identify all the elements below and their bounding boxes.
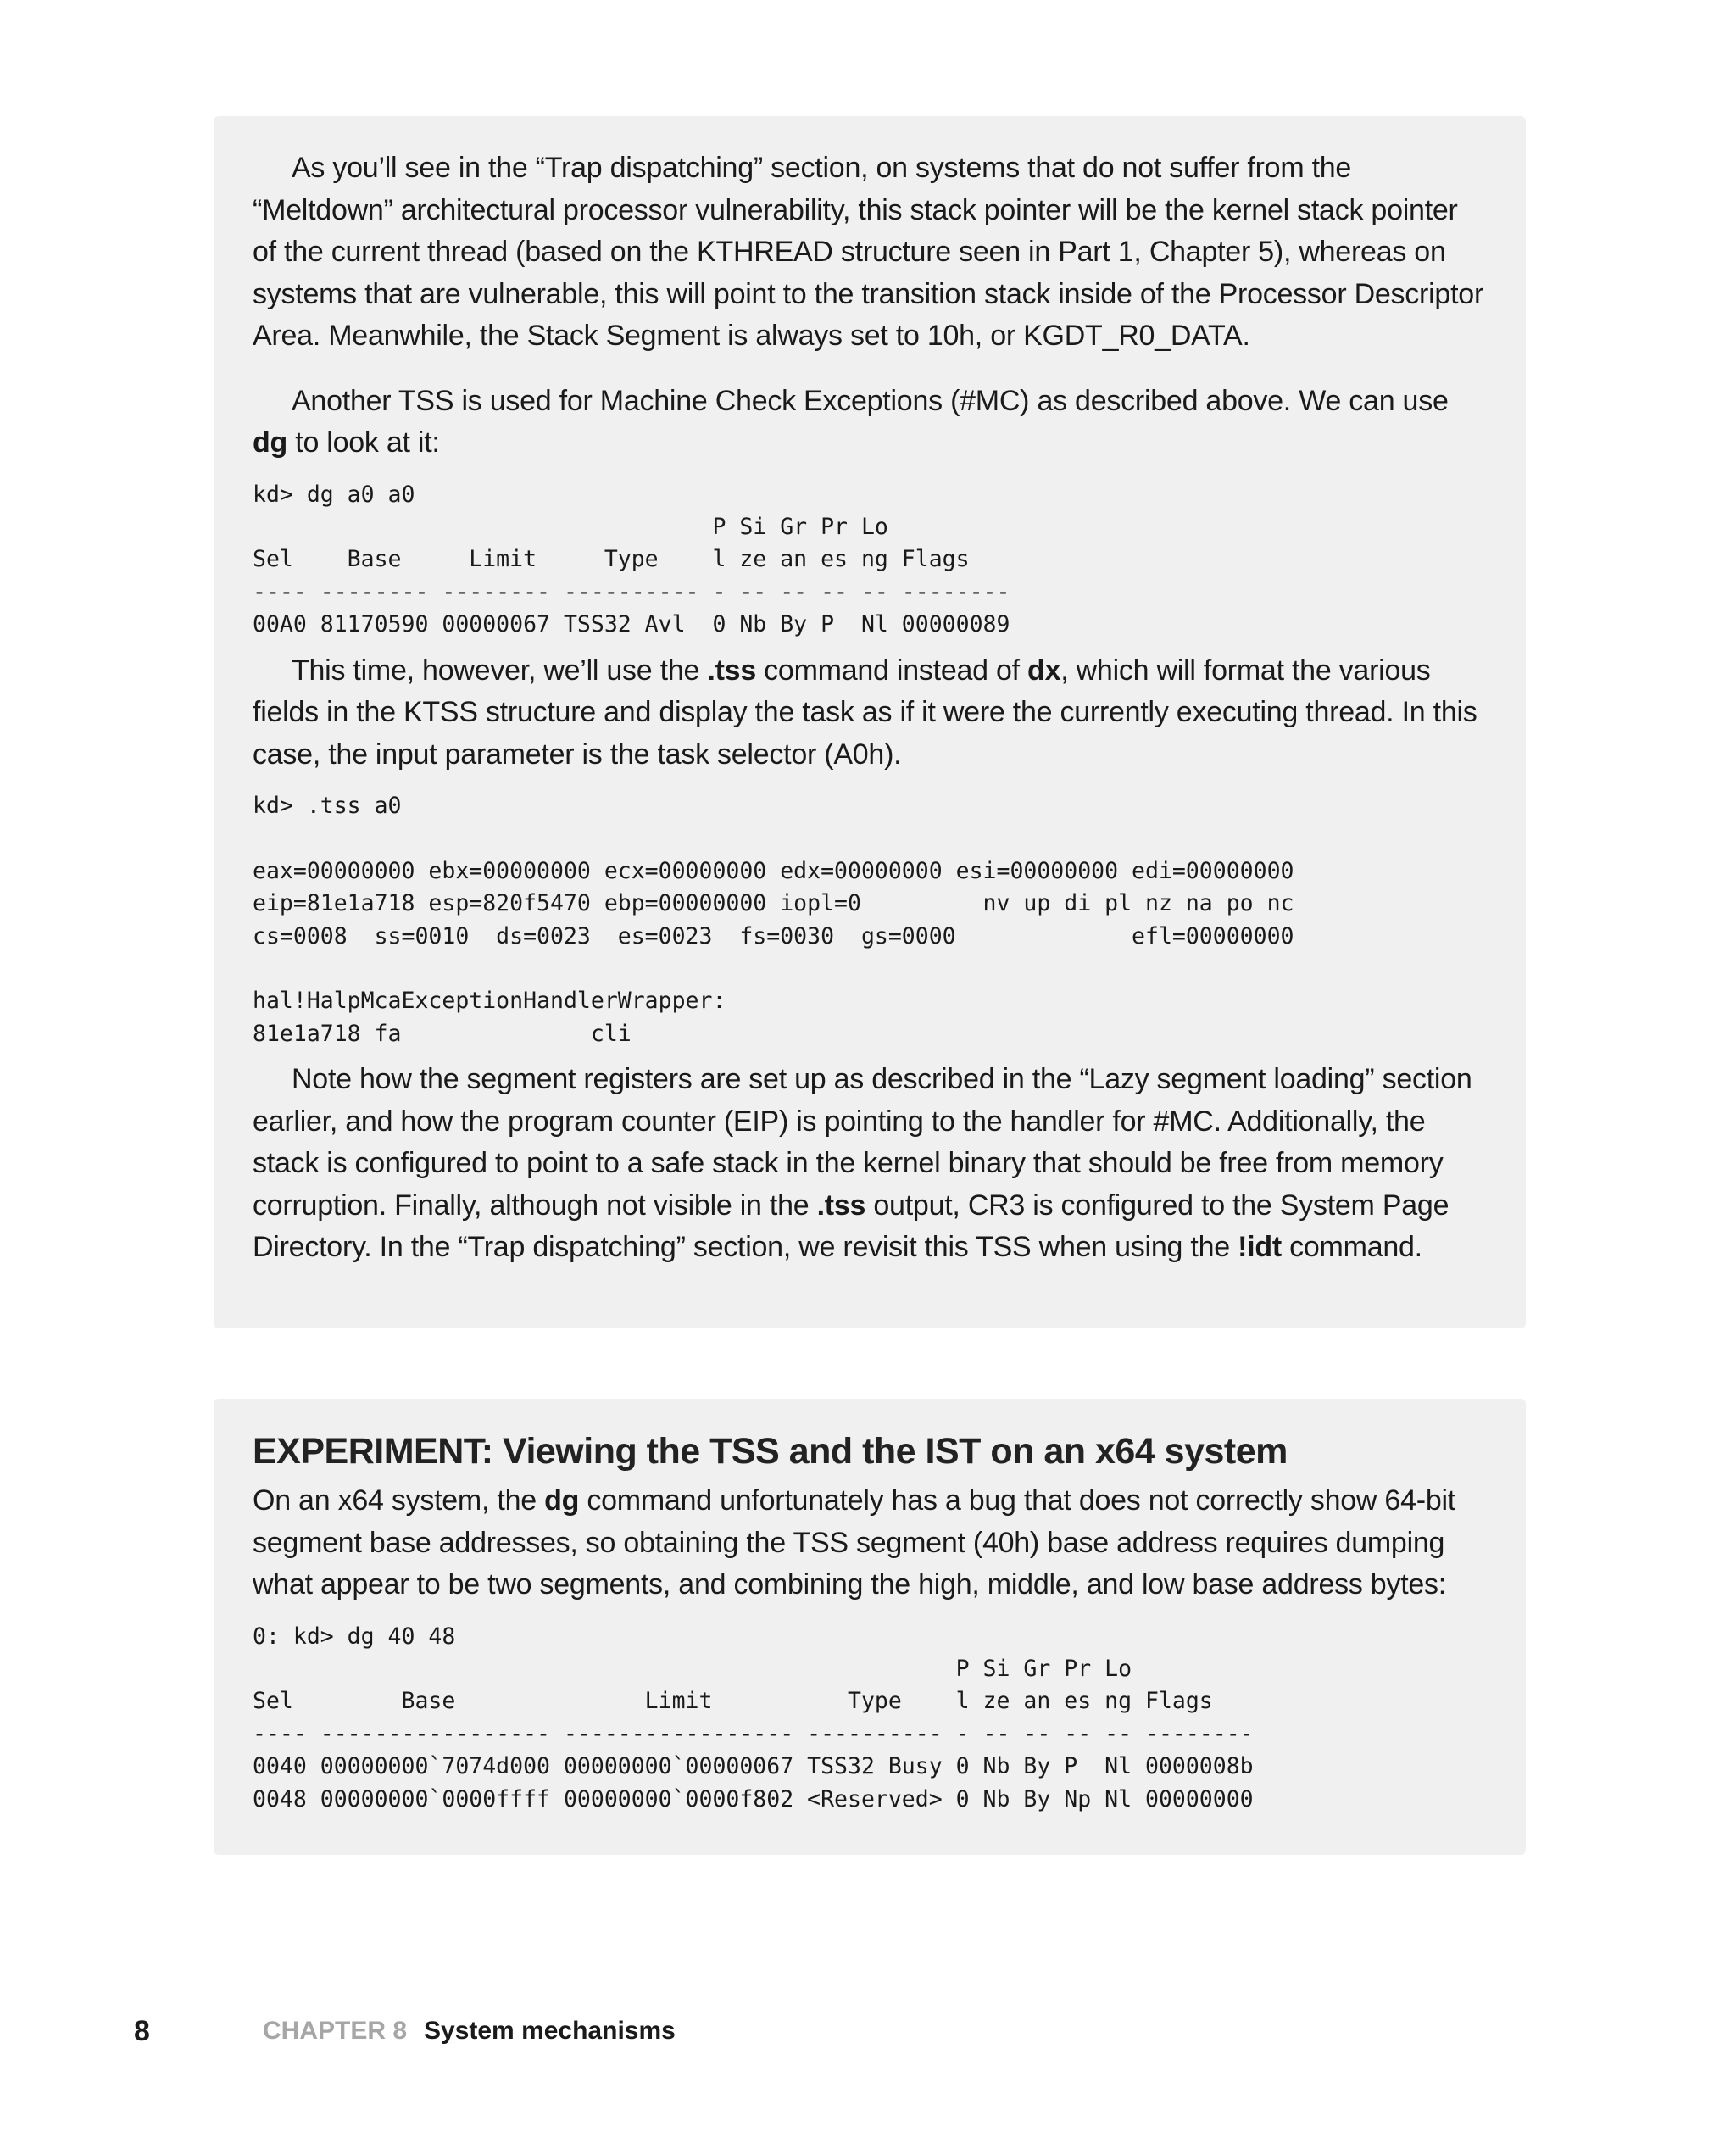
command-dx: dx [1027, 654, 1061, 687]
command-tss: .tss [816, 1189, 866, 1222]
paragraph-segment-registers [253, 1059, 1487, 1269]
text-segment: Note how the segment registers are set up as described in the “Lazy segment loading” section earlier, and how the program counter (EIP) is pointing to the handler for #MC. Additionally, the stack is configured to point to a safe stack in the kernel binary that should be free from memory corruption. Finally, although not visible in the [253, 1063, 1472, 1222]
code-dg-a0: kd> dg a0 a0 P Si Gr Pr Lo Sel Base Limit Type l ze an es ng Flags ---- -------- -------- ---------- - -- -- -- -- -------- 00A0 81170590 00000067 TSS32 Avl 0 Nb By P Nl 00000089 [253, 481, 1010, 638]
text-segment: output, CR3 is configured to the System Page Directory. In the “Trap dispatching” section, we revisit this TSS when using the [253, 1189, 1449, 1264]
text-segment: to look at it: [287, 426, 440, 459]
command-tss: .tss [707, 654, 756, 687]
code-tss-a0: kd> .tss a0 eax=00000000 ebx=00000000 ecx=00000000 edx=00000000 esi=00000000 edi=00000000 eip=81e1a718 esp=820f5470 ebp=00000000 iopl=0 nv up di pl nz na po nc cs=0008 ss=0010 ds=0023 es=0023 fs=0030 gs=0000 efl=00000000 hal!HalpMcaExceptionHandlerWrapper: 81e1a718 fa cli [253, 793, 1294, 1047]
paragraph-x64-dg-bug [253, 1480, 1487, 1606]
page-number: 8 [134, 2015, 150, 2047]
experiment-title: EXPERIMENT: Viewing the TSS and the IST on an x64 system [253, 1431, 1288, 1472]
text-segment: command. [1281, 1231, 1422, 1264]
page-footer [0, 2011, 1736, 2053]
note-box-tss-x86 [214, 116, 1526, 1328]
text-segment: command unfortunately has a bug that does not correctly show 64-bit segment base addresses, so obtaining the TSS segment (40h) base address requires dumping what appear to be two segments, and combining the high, middle, and low base address bytes: [253, 1484, 1455, 1601]
text-segment: On an x64 system, the [253, 1484, 545, 1517]
command-idt: !idt [1238, 1231, 1282, 1264]
command-dg: dg [544, 1484, 580, 1517]
text-segment: command instead of [755, 654, 1028, 687]
command-dg: dg [253, 426, 288, 459]
chapter-title: System mechanisms [424, 2017, 676, 2045]
paragraph-tss-command [253, 650, 1487, 777]
experiment-box-x64 [214, 1399, 1526, 1855]
paragraph-stack-pointer: As you’ll see in the “Trap dispatching” section, on systems that do not suffer from the “Meltdown” architectural processor vulnerability, this stack pointer will be the kernel stack pointer of the current thread (based on the KTHREAD structure seen in Part 1, Chapter 5), whereas on systems that are vulnerable, this will point to the transition stack inside of the Processor Descriptor Area. Meanwhile, the Stack Segment is always set to 10h, or KGDT_R0_DATA. [253, 152, 1484, 352]
chapter-label: CHAPTER 8 [263, 2017, 408, 2045]
text-segment: , which will format the various fields in the KTSS structure and display the task as if it were the currently executing thread. In this case, the input parameter is the task selector (A0h). [253, 654, 1477, 771]
text-segment: Another TSS is used for Machine Check Exceptions (#MC) as described above. We can use [292, 384, 1449, 417]
code-dg-40-48: 0: kd> dg 40 48 P Si Gr Pr Lo Sel Base Limit Type l ze an es ng Flags ---- ----------------- ----------------- ---------- - -- -- -- -- -------- 0040 00000000`7074d000 00000000`00000067 TSS32 Busy 0 Nb By P Nl 0000008b 0048 00000000`0000ffff 00000000`0000f802 <Reserved> 0 Nb By Np Nl 00000000 [253, 1623, 1254, 1812]
paragraph-machine-check-tss [253, 381, 1487, 465]
text-segment: This time, however, we’ll use the [292, 654, 708, 687]
